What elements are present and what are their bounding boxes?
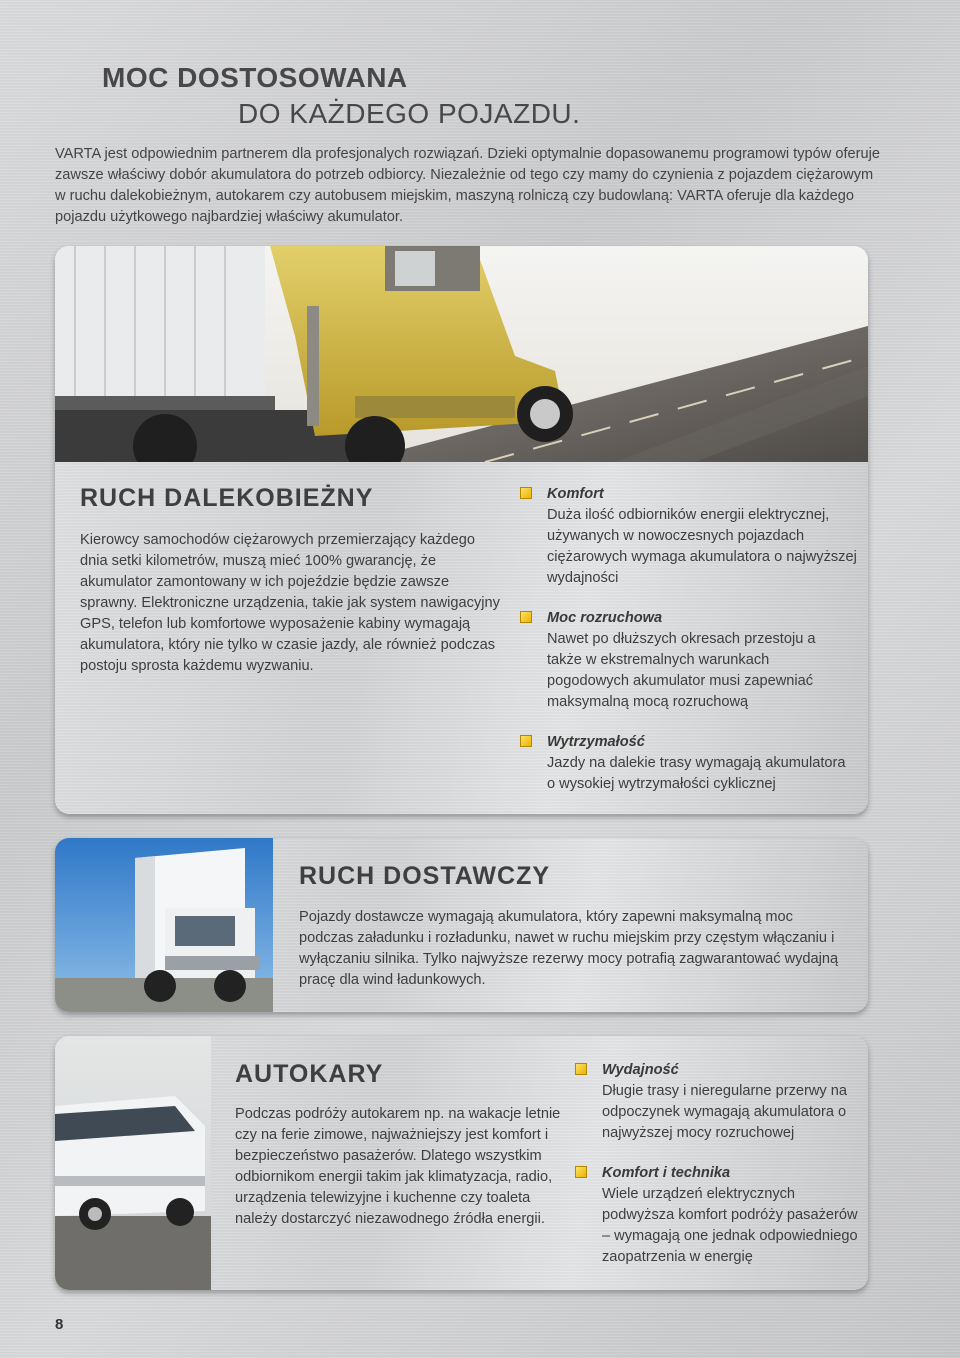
feature-item xyxy=(547,484,857,589)
feature-title: Moc rozruchowa xyxy=(547,610,663,626)
feature-item xyxy=(547,608,837,713)
long-haul-body: Kierowcy samochodów ciężarowych przemierzający każdego dnia setki kilometrów, muszą mieć 100% gwarancję, że akumulator zamontowany w ich pojeździe będzie zawsze sprawny. Elektroniczne urządzenia, takie jak system nawigacyjny GPS, telefon lub komfortowe wyposażenie kabiny wymagają akumulatora, który nie tylko w czasie jazdy, ale również podczas postoju sprosta każdemu wyzwaniu. xyxy=(80,532,500,674)
page-title-line1: MOC DOSTOSOWANA xyxy=(102,62,408,93)
delivery-title: RUCH DOSTAWCZY xyxy=(299,862,551,890)
coach-photo xyxy=(55,1036,211,1290)
feature-text: Duża ilość odbiorników energii elektrycznej, używanych w nowoczesnych pojazdach ciężarowych wymaga akumulatora o najwyższej wydajności xyxy=(547,507,857,586)
feature-title: Wytrzymałość xyxy=(547,734,645,750)
feature-title: Wydajność xyxy=(602,1062,679,1078)
long-haul-panel xyxy=(55,246,868,814)
feature-text: Jazdy na dalekie trasy wymagają akumulatora o wysokiej wytrzymałości cyklicznej xyxy=(547,755,846,792)
feature-title: Komfort i technika xyxy=(602,1165,731,1181)
truck-photo xyxy=(55,246,868,462)
coaches-panel xyxy=(55,1036,868,1290)
intro-paragraph: VARTA jest odpowiednim partnerem dla profesjonalych rozwiązań. Dzieki optymalnie dopasowanemu programowi typów oferuje zawsze właściwy dobór akumulatora do potrzeb odbiorcy. Niezależnie od tego czy mamy do czynienia z pojazdem ciężarowym w ruchu dalekobieżnym, autokarem czy autobusem miejskim, maszyną rolniczą czy budowlaną: VARTA oferuje dla każdego pojazdu użytkowego najbardziej właściwy akumulator. xyxy=(55,146,880,225)
long-haul-title: RUCH DALEKOBIEŻNY xyxy=(80,484,374,512)
square-bullet-icon xyxy=(520,611,532,623)
coaches-title: AUTOKARY xyxy=(235,1060,384,1088)
square-bullet-icon xyxy=(575,1166,587,1178)
feature-text: Wiele urządzeń elektrycznych podwyższa komfort podróży pasażerów – wymagają one jednak odpowiedniego zaopatrzenia w energię xyxy=(602,1186,858,1265)
feature-title: Komfort xyxy=(547,486,604,502)
coaches-body: Podczas podróży autokarem np. na wakacje letnie czy na ferie zimowe, najważniejszy jest komfort i bezpieczeństwo pasażerów. Dlatego wszystkim odbiornikom energii takim jak klimatyzacja, radio, urządzenia telewizyjne i kuchenne czy toaleta należy dostarczyć niezawodnego źródła energii. xyxy=(235,1106,561,1227)
feature-text: Długie trasy i nieregularne przerwy na odpoczynek wymagają akumulatora o najwyższej mocy rozruchowej xyxy=(602,1083,847,1141)
feature-text: Nawet po dłuższych okresach przestoju a także w ekstremalnych warunkach pogodowych akumulator musi zapewniać maksymalną mocą rozruchową xyxy=(547,631,816,710)
page-number: 8 xyxy=(55,1316,64,1333)
delivery-truck-photo xyxy=(55,838,273,1012)
square-bullet-icon xyxy=(520,487,532,499)
feature-item xyxy=(602,1060,852,1144)
feature-item xyxy=(602,1163,862,1268)
feature-item xyxy=(547,732,857,795)
delivery-body: Pojazdy dostawcze wymagają akumulatora, który zapewni maksymalną moc podczas załadunku i rozładunku, nawet w ruchu miejskim przy częstym włączaniu i wyłączaniu silnika. Tylko najwyższe rezerwy mocy potrafią zagwarantować wydajną pracę dla wind ładunkowych. xyxy=(299,909,839,988)
page-title-line2: DO KAŻDEGO POJAZDU. xyxy=(238,98,581,129)
square-bullet-icon xyxy=(575,1063,587,1075)
delivery-panel xyxy=(55,838,868,1012)
square-bullet-icon xyxy=(520,735,532,747)
